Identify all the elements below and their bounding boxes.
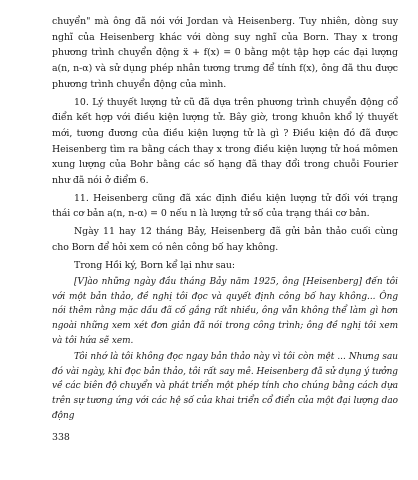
page-number: 338: [52, 432, 70, 443]
paragraph-memoir-intro: Trong Hồi ký, Born kể lại như sau:: [74, 259, 235, 271]
paragraph-point-11: 11. Heisenberg cũng đã xác định điều kiện lượng tử đối với trạng thái cơ bản a(n, n-α) = 0 nếu n là lượng tử số của trạng thái cơ bản.: [52, 192, 398, 220]
paragraph-continuation: chuyển" mà ông đã nói với Jordan và Heisenberg. Tuy nhiên, dòng suy nghĩ của Heisenberg khác với dòng suy nghĩ của Born. Thay x trong phương trình chuyển động ẍ + f(x) = 0 bằng một tập hợp các đại lượng a(n, n-α) và sử dụng phép nhân tương trưng để tính f(x), ông đã thu được phương trình chuyển động của mình.: [52, 16, 398, 90]
quote-paragraph-2: Tôi nhớ là tôi không đọc ngay bản thảo này vì tôi còn mệt ... Nhưng sau đó vài ngày, khi đọc bản thảo, tôi rất say mê. Heisenberg đã sử dụng ý tưởng về các biên độ chuyển và phát triển một phép tính cho chúng bằng cách dựa trên sự tương ứng với các hệ số của khai triển cổ điển của một đại lượng dao động: [52, 352, 398, 421]
paragraph-manuscript: Ngày 11 hay 12 tháng Bảy, Heisenberg đã gửi bản thảo cuối cùng cho Born để hỏi xem có nên công bố hay không.: [52, 226, 398, 253]
quote-paragraph-1: [V]ào những ngày đầu tháng Bảy năm 1925, ông [Heisenberg] đến tôi với một bản thảo, đề nghị tôi đọc và quyết định công bố hay không... Ông nói thêm rằng mặc dầu đã cố gắng rất nhiều, ông vẫn không thể làm gì hơn ngoài những xem xét đơn giản đã nói trong công trình; ông đề nghị tôi xem và tôi hứa sẽ xem.: [52, 277, 398, 346]
paragraph-point-10: 10. Lý thuyết lượng tử cũ đã dựa trên phương trình chuyển động cổ điển kết hợp với điều kiện lượng tử. Bây giờ, trong khuôn khổ lý thuyết mới, tương đương của điều kiện lượng tử là gì ? Điều kiện đó đã được Heisenberg tìm ra bằng cách thay x trong điều kiện lượng tử hoá mômen xung lượng của Bohr bằng các số hạng đã thay đổi trong chuỗi Fourier như đã nói ở điểm 6.: [52, 96, 398, 187]
